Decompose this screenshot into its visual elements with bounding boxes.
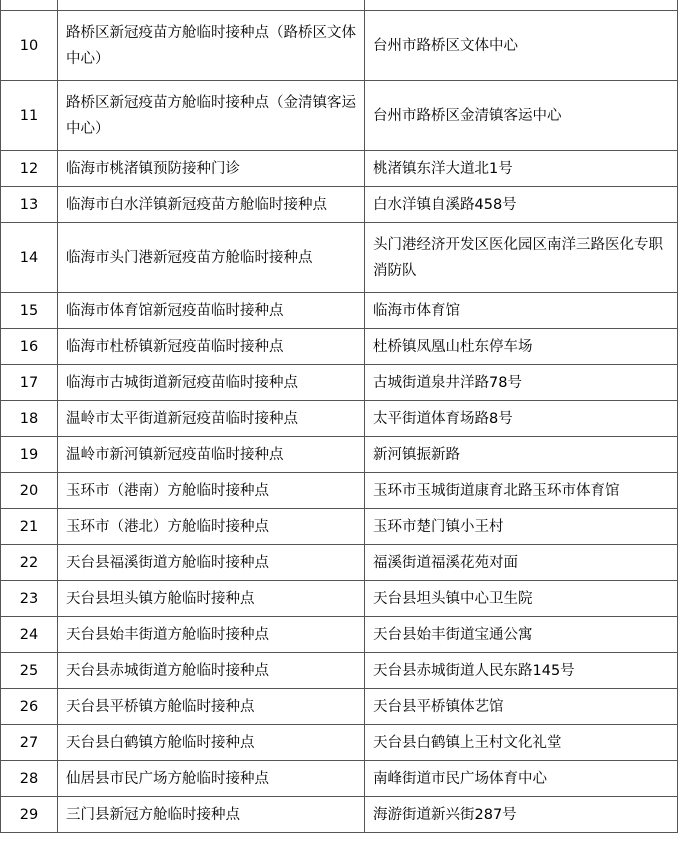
site-address-cell: 天台县白鹤镇上王村文化礼堂 (365, 725, 678, 761)
table-row (1, 187, 678, 223)
site-name-cell: 临海市桃渚镇预防接种门诊 (58, 151, 365, 187)
site-name-cell (58, 0, 365, 11)
site-address-cell: 头门港经济开发区医化园区南洋三路医化专职消防队 (365, 223, 678, 293)
row-number-cell: 18 (1, 401, 58, 437)
row-number-cell: 16 (1, 329, 58, 365)
site-address-cell: 天台县始丰街道宝通公寓 (365, 617, 678, 653)
table-row (1, 725, 678, 761)
site-address-cell: 福溪街道福溪花苑对面 (365, 545, 678, 581)
table-row (1, 689, 678, 725)
site-address-cell: 台州市路桥区金清镇客运中心 (365, 81, 678, 151)
site-address-cell: 南峰街道市民广场体育中心 (365, 761, 678, 797)
row-number-cell: 22 (1, 545, 58, 581)
row-number-cell (1, 0, 58, 11)
table-row (1, 509, 678, 545)
row-number-cell: 29 (1, 797, 58, 833)
table-body (1, 0, 678, 833)
site-address-cell: 玉环市楚门镇小王村 (365, 509, 678, 545)
row-number-cell: 11 (1, 81, 58, 151)
site-name-cell: 临海市杜桥镇新冠疫苗临时接种点 (58, 329, 365, 365)
table-row (1, 761, 678, 797)
site-name-cell: 天台县平桥镇方舱临时接种点 (58, 689, 365, 725)
site-name-cell: 天台县赤城街道方舱临时接种点 (58, 653, 365, 689)
site-address-cell (365, 0, 678, 11)
row-number-cell: 14 (1, 223, 58, 293)
table-row (1, 797, 678, 833)
site-address-cell: 天台县赤城街道人民东路145号 (365, 653, 678, 689)
site-address-cell: 古城街道泉井洋路78号 (365, 365, 678, 401)
site-address-cell: 桃渚镇东洋大道北1号 (365, 151, 678, 187)
site-address-cell: 太平街道体育场路8号 (365, 401, 678, 437)
site-name-cell: 天台县白鹤镇方舱临时接种点 (58, 725, 365, 761)
site-address-cell: 天台县平桥镇体艺馆 (365, 689, 678, 725)
row-number-cell: 28 (1, 761, 58, 797)
site-address-cell: 天台县坦头镇中心卫生院 (365, 581, 678, 617)
table-row (1, 617, 678, 653)
site-name-cell: 温岭市新河镇新冠疫苗临时接种点 (58, 437, 365, 473)
site-address-cell: 海游街道新兴街287号 (365, 797, 678, 833)
site-name-cell: 临海市头门港新冠疫苗方舱临时接种点 (58, 223, 365, 293)
site-name-cell: 临海市古城街道新冠疫苗临时接种点 (58, 365, 365, 401)
table-row (1, 401, 678, 437)
row-number-cell: 15 (1, 293, 58, 329)
row-number-cell: 12 (1, 151, 58, 187)
table-row (1, 365, 678, 401)
site-name-cell: 路桥区新冠疫苗方舱临时接种点（金清镇客运中心） (58, 81, 365, 151)
site-name-cell: 路桥区新冠疫苗方舱临时接种点（路桥区文体中心） (58, 11, 365, 81)
table-row-partial (1, 0, 678, 11)
site-name-cell: 天台县坦头镇方舱临时接种点 (58, 581, 365, 617)
site-address-cell: 玉环市玉城街道康育北路玉环市体育馆 (365, 473, 678, 509)
site-name-cell: 玉环市（港北）方舱临时接种点 (58, 509, 365, 545)
site-address-cell: 白水洋镇自溪路458号 (365, 187, 678, 223)
table-row (1, 151, 678, 187)
row-number-cell: 17 (1, 365, 58, 401)
row-number-cell: 20 (1, 473, 58, 509)
site-name-cell: 玉环市（港南）方舱临时接种点 (58, 473, 365, 509)
table-row (1, 653, 678, 689)
row-number-cell: 26 (1, 689, 58, 725)
row-number-cell: 19 (1, 437, 58, 473)
table-row (1, 581, 678, 617)
table-row (1, 11, 678, 81)
table-row (1, 293, 678, 329)
table-row (1, 223, 678, 293)
site-address-cell: 临海市体育馆 (365, 293, 678, 329)
row-number-cell: 21 (1, 509, 58, 545)
site-name-cell: 临海市白水洋镇新冠疫苗方舱临时接种点 (58, 187, 365, 223)
site-name-cell: 仙居县市民广场方舱临时接种点 (58, 761, 365, 797)
table-row (1, 545, 678, 581)
site-address-cell: 杜桥镇凤凰山杜东停车场 (365, 329, 678, 365)
site-name-cell: 天台县福溪街道方舱临时接种点 (58, 545, 365, 581)
site-address-cell: 新河镇振新路 (365, 437, 678, 473)
row-number-cell: 24 (1, 617, 58, 653)
site-name-cell: 温岭市太平街道新冠疫苗临时接种点 (58, 401, 365, 437)
table-row (1, 81, 678, 151)
row-number-cell: 27 (1, 725, 58, 761)
row-number-cell: 10 (1, 11, 58, 81)
site-name-cell: 临海市体育馆新冠疫苗临时接种点 (58, 293, 365, 329)
site-name-cell: 三门县新冠方舱临时接种点 (58, 797, 365, 833)
row-number-cell: 25 (1, 653, 58, 689)
row-number-cell: 13 (1, 187, 58, 223)
table-row (1, 473, 678, 509)
row-number-cell: 23 (1, 581, 58, 617)
site-address-cell: 台州市路桥区文体中心 (365, 11, 678, 81)
table-row (1, 437, 678, 473)
table-row (1, 329, 678, 365)
site-name-cell: 天台县始丰街道方舱临时接种点 (58, 617, 365, 653)
